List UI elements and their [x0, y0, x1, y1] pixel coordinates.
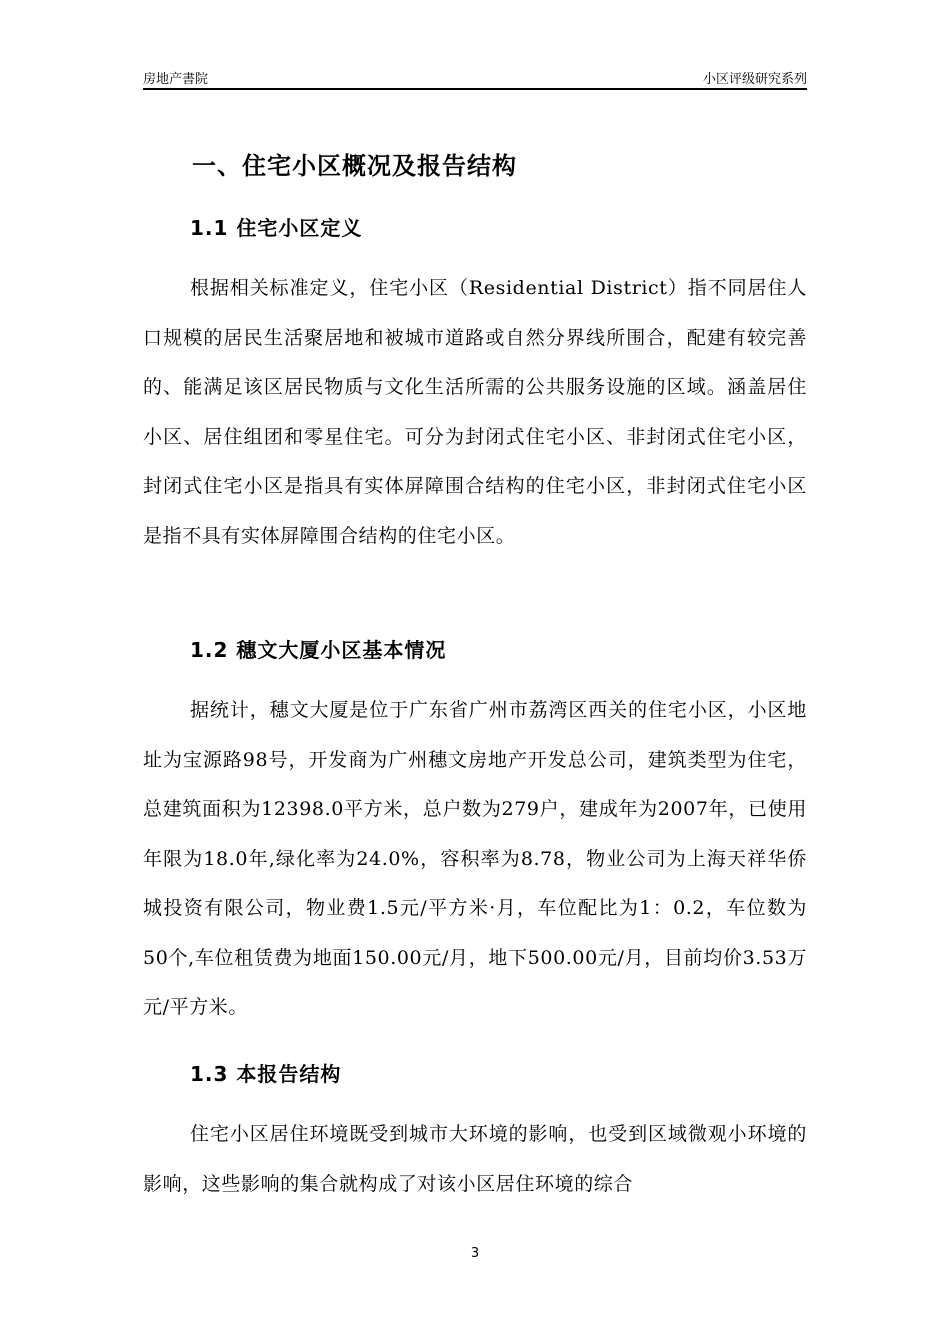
section-paragraph-1-2: 据统计，穗文大厦是位于广东省广州市荔湾区西关的住宅小区，小区地址为宝源路98号，开发商为广州穗文房地产开发总公司，建筑类型为住宅，总建筑面积为12398.0平方米，总户数为279户，建成年为2007年，已使用年限为18.0年,绿化率为24.0%，容积率为8.78，物业公司为上海天祥华侨城投资有限公司，物业费1.5元/平方米·月，车位配比为1：0.2，车位数为50个,车位租赁费为地面150.00元/月，地下500.00元/月，目前均价3.53万元/平方米。 [143, 699, 807, 1018]
section-heading-1-2: 1.2 穗文大厦小区基本情况 [190, 638, 447, 662]
chapter-title: 一、住宅小区概况及报告结构 [192, 152, 517, 180]
header-series: 小区评级研究系列 [702, 72, 807, 87]
page-header [143, 66, 807, 90]
section-heading-1-1: 1.1 住宅小区定义 [190, 216, 363, 240]
section-paragraph-1-3: 住宅小区居住环境既受到城市大环境的影响，也受到区域微观小环境的影响，这些影响的集合就构成了对该小区居住环境的综合 [143, 1123, 807, 1195]
header-publisher: 房地产書院 [143, 72, 209, 87]
section-heading-1-3: 1.3 本报告结构 [190, 1062, 342, 1086]
section-paragraph-1-1: 根据相关标准定义，住宅小区（Residential District）指不同居住人口规模的居民生活聚居地和被城市道路或自然分界线所围合，配建有较完善的、能满足该区居民物质与文化生活所需的公共服务设施的区域。涵盖居住小区、居住组团和零星住宅。可分为封闭式住宅小区、非封闭式住宅小区，封闭式住宅小区是指具有实体屏障围合结构的住宅小区，非封闭式住宅小区是指不具有实体屏障围合结构的住宅小区。 [143, 277, 807, 547]
page-number: 3 [470, 1246, 480, 1261]
